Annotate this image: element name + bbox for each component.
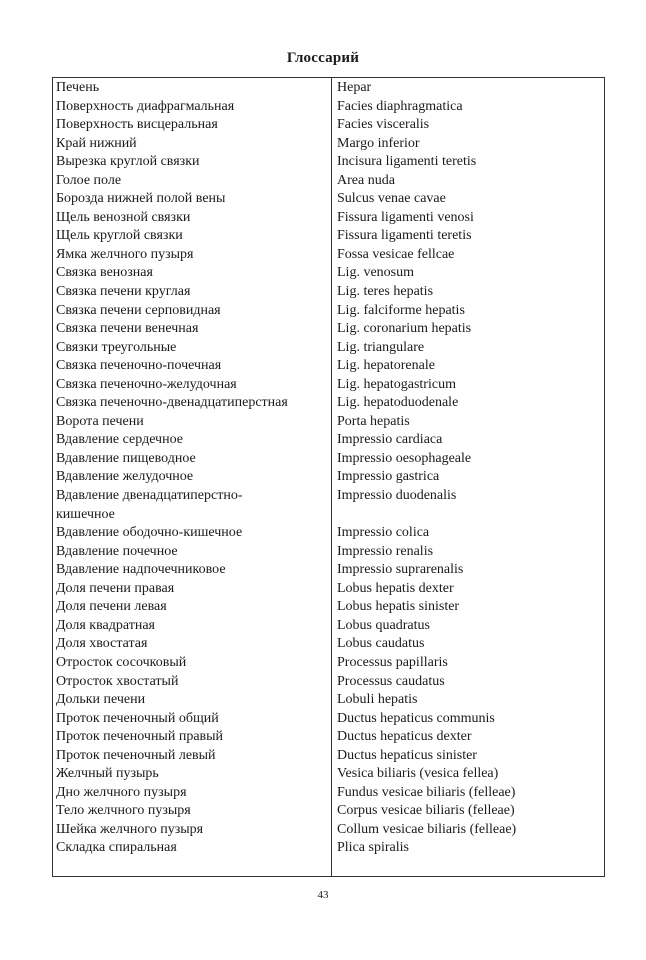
table-row <box>53 246 604 265</box>
table-row <box>53 283 604 302</box>
russian-term: Связка печени венечная <box>56 321 199 337</box>
latin-term: Ductus hepaticus communis <box>337 710 495 726</box>
latin-term: Lig. venosum <box>337 265 414 281</box>
latin-term: Lig. triangulare <box>337 339 425 355</box>
table-row <box>53 506 604 525</box>
russian-term: Складка спиральная <box>56 840 177 856</box>
table-row <box>53 821 604 840</box>
latin-term: Fissura ligamenti teretis <box>337 228 472 244</box>
table-row <box>53 691 604 710</box>
table-row <box>53 339 604 358</box>
russian-term: Вдавление сердечное <box>56 432 183 448</box>
table-row <box>53 116 604 135</box>
russian-term: Связка печени серповидная <box>56 302 221 318</box>
russian-term: Вырезка круглой связки <box>56 154 200 170</box>
russian-term: Ворота печени <box>56 413 144 429</box>
latin-term: Lig. hepatogastricum <box>337 376 456 392</box>
latin-term: Processus papillaris <box>337 654 448 670</box>
latin-term: Corpus vesicae biliaris (felleae) <box>337 803 515 819</box>
russian-term: Печень <box>56 80 100 95</box>
latin-term: Vesica biliaris (vesica fellea) <box>337 766 499 782</box>
russian-term: Желчный пузырь <box>56 766 159 782</box>
russian-term: Вдавление пищеводное <box>56 450 196 466</box>
latin-term: Area nuda <box>337 172 395 188</box>
russian-term: Связка венозная <box>56 265 153 281</box>
glossary-table <box>52 77 605 877</box>
table-row <box>53 135 604 154</box>
latin-term: Lig. coronarium hepatis <box>337 321 472 337</box>
latin-term: Lobus quadratus <box>337 617 430 633</box>
table-row <box>53 580 604 599</box>
russian-term: Вдавление ободочно-кишечное <box>56 525 243 541</box>
table-row <box>53 617 604 636</box>
table-row <box>53 172 604 191</box>
table-row <box>53 839 604 858</box>
table-row <box>53 320 604 339</box>
table-row <box>53 413 604 432</box>
table-row <box>53 635 604 654</box>
russian-term: Связка печеночно-почечная <box>56 358 222 374</box>
russian-term: Поверхность диафрагмальная <box>56 98 235 114</box>
latin-term: Lobus hepatis dexter <box>337 580 454 596</box>
russian-term: Связки треугольные <box>56 339 177 355</box>
table-row <box>53 747 604 766</box>
latin-term: Incisura ligamenti teretis <box>337 154 477 170</box>
latin-term: Lig. falciforme hepatis <box>337 302 465 318</box>
latin-term: Margo inferior <box>337 135 420 151</box>
russian-term: Доля печени правая <box>56 580 175 596</box>
latin-term: Lig. hepatorenale <box>337 358 435 374</box>
page-title: Глоссарий <box>286 50 360 66</box>
table-row <box>53 450 604 469</box>
russian-term: Дно желчного пузыря <box>56 784 187 800</box>
russian-term: Связка печеночно-двенадцатиперстная <box>56 395 288 411</box>
latin-term: Impressio colica <box>337 525 430 541</box>
table-row <box>53 264 604 283</box>
latin-term: Fundus vesicae biliaris (felleae) <box>337 784 516 800</box>
table-row <box>53 673 604 692</box>
table-row <box>53 209 604 228</box>
russian-term: кишечное <box>56 506 115 522</box>
latin-term: Facies visceralis <box>337 117 430 133</box>
russian-term: Дольки печени <box>56 692 146 708</box>
glossary-rows <box>53 79 604 858</box>
latin-term: Impressio renalis <box>337 543 434 559</box>
latin-term: Lig. hepatoduodenale <box>337 395 459 411</box>
latin-term: Impressio suprarenalis <box>337 562 464 578</box>
latin-term: Collum vesicae biliaris (felleae) <box>337 821 517 837</box>
table-row <box>53 654 604 673</box>
russian-term: Щель круглой связки <box>56 228 183 244</box>
table-row <box>53 598 604 617</box>
russian-term: Вдавление надпочечниковое <box>56 562 226 578</box>
latin-term: Impressio cardiaca <box>337 432 443 448</box>
russian-term: Щель венозной связки <box>56 209 191 225</box>
russian-term: Ямка желчного пузыря <box>56 246 194 262</box>
page-number: 43 <box>317 889 329 901</box>
russian-term: Проток печеночный левый <box>56 747 216 763</box>
latin-term: Porta hepatis <box>337 413 410 429</box>
latin-term: Lig. teres hepatis <box>337 284 434 300</box>
table-row <box>53 561 604 580</box>
table-row <box>53 302 604 321</box>
table-row <box>53 376 604 395</box>
latin-term: Hepar <box>337 80 372 95</box>
latin-term: Impressio duodenalis <box>337 488 457 504</box>
russian-term: Шейка желчного пузыря <box>56 821 204 837</box>
latin-term: Sulcus venae cavae <box>337 191 446 207</box>
russian-term: Тело желчного пузыря <box>56 803 191 819</box>
table-row <box>53 802 604 821</box>
latin-term: Impressio gastrica <box>337 469 440 485</box>
table-row <box>53 227 604 246</box>
latin-term: Plica spiralis <box>337 840 409 856</box>
table-row <box>53 543 604 562</box>
table-row <box>53 468 604 487</box>
latin-term: Fissura ligamenti venosi <box>337 209 474 225</box>
russian-term: Поверхность висцеральная <box>56 117 218 133</box>
table-row <box>53 710 604 729</box>
table-row <box>53 190 604 209</box>
latin-term: Processus caudatus <box>337 673 445 689</box>
latin-term: Lobus caudatus <box>337 636 425 652</box>
russian-term: Проток печеночный общий <box>56 710 219 726</box>
russian-term: Отросток хвостатый <box>56 673 179 689</box>
russian-term: Вдавление почечное <box>56 543 178 559</box>
russian-term: Проток печеночный правый <box>56 729 224 745</box>
russian-term: Голое поле <box>56 172 122 188</box>
russian-term: Доля печени левая <box>56 599 167 615</box>
latin-term: Lobus hepatis sinister <box>337 599 460 615</box>
table-row <box>53 153 604 172</box>
russian-term: Вдавление желудочное <box>56 469 194 485</box>
russian-term: Доля хвостатая <box>56 636 148 652</box>
latin-term: Facies diaphragmatica <box>337 98 463 114</box>
latin-term <box>331 506 337 525</box>
russian-term: Борозда нижней полой вены <box>56 191 226 207</box>
table-row <box>53 79 604 98</box>
latin-term: Ductus hepaticus sinister <box>337 747 477 763</box>
table-row <box>53 487 604 506</box>
latin-term: Lobuli hepatis <box>337 692 418 708</box>
latin-term: Impressio oesophageale <box>337 450 472 466</box>
russian-term: Отросток сосочковый <box>56 654 187 670</box>
table-row <box>53 784 604 803</box>
russian-term: Вдавление двенадцатиперстно- <box>56 488 243 504</box>
table-row <box>53 524 604 543</box>
table-row <box>53 728 604 747</box>
table-row <box>53 394 604 413</box>
russian-term: Край нижний <box>56 135 137 151</box>
russian-term: Доля квадратная <box>56 617 155 633</box>
table-row <box>53 431 604 450</box>
table-row <box>53 98 604 117</box>
russian-term: Связка печени круглая <box>56 284 191 300</box>
table-row <box>53 357 604 376</box>
latin-term: Ductus hepaticus dexter <box>337 729 472 745</box>
table-row <box>53 765 604 784</box>
latin-term: Fossa vesicae fellcae <box>337 246 455 262</box>
russian-term: Связка печеночно-желудочная <box>56 376 237 392</box>
